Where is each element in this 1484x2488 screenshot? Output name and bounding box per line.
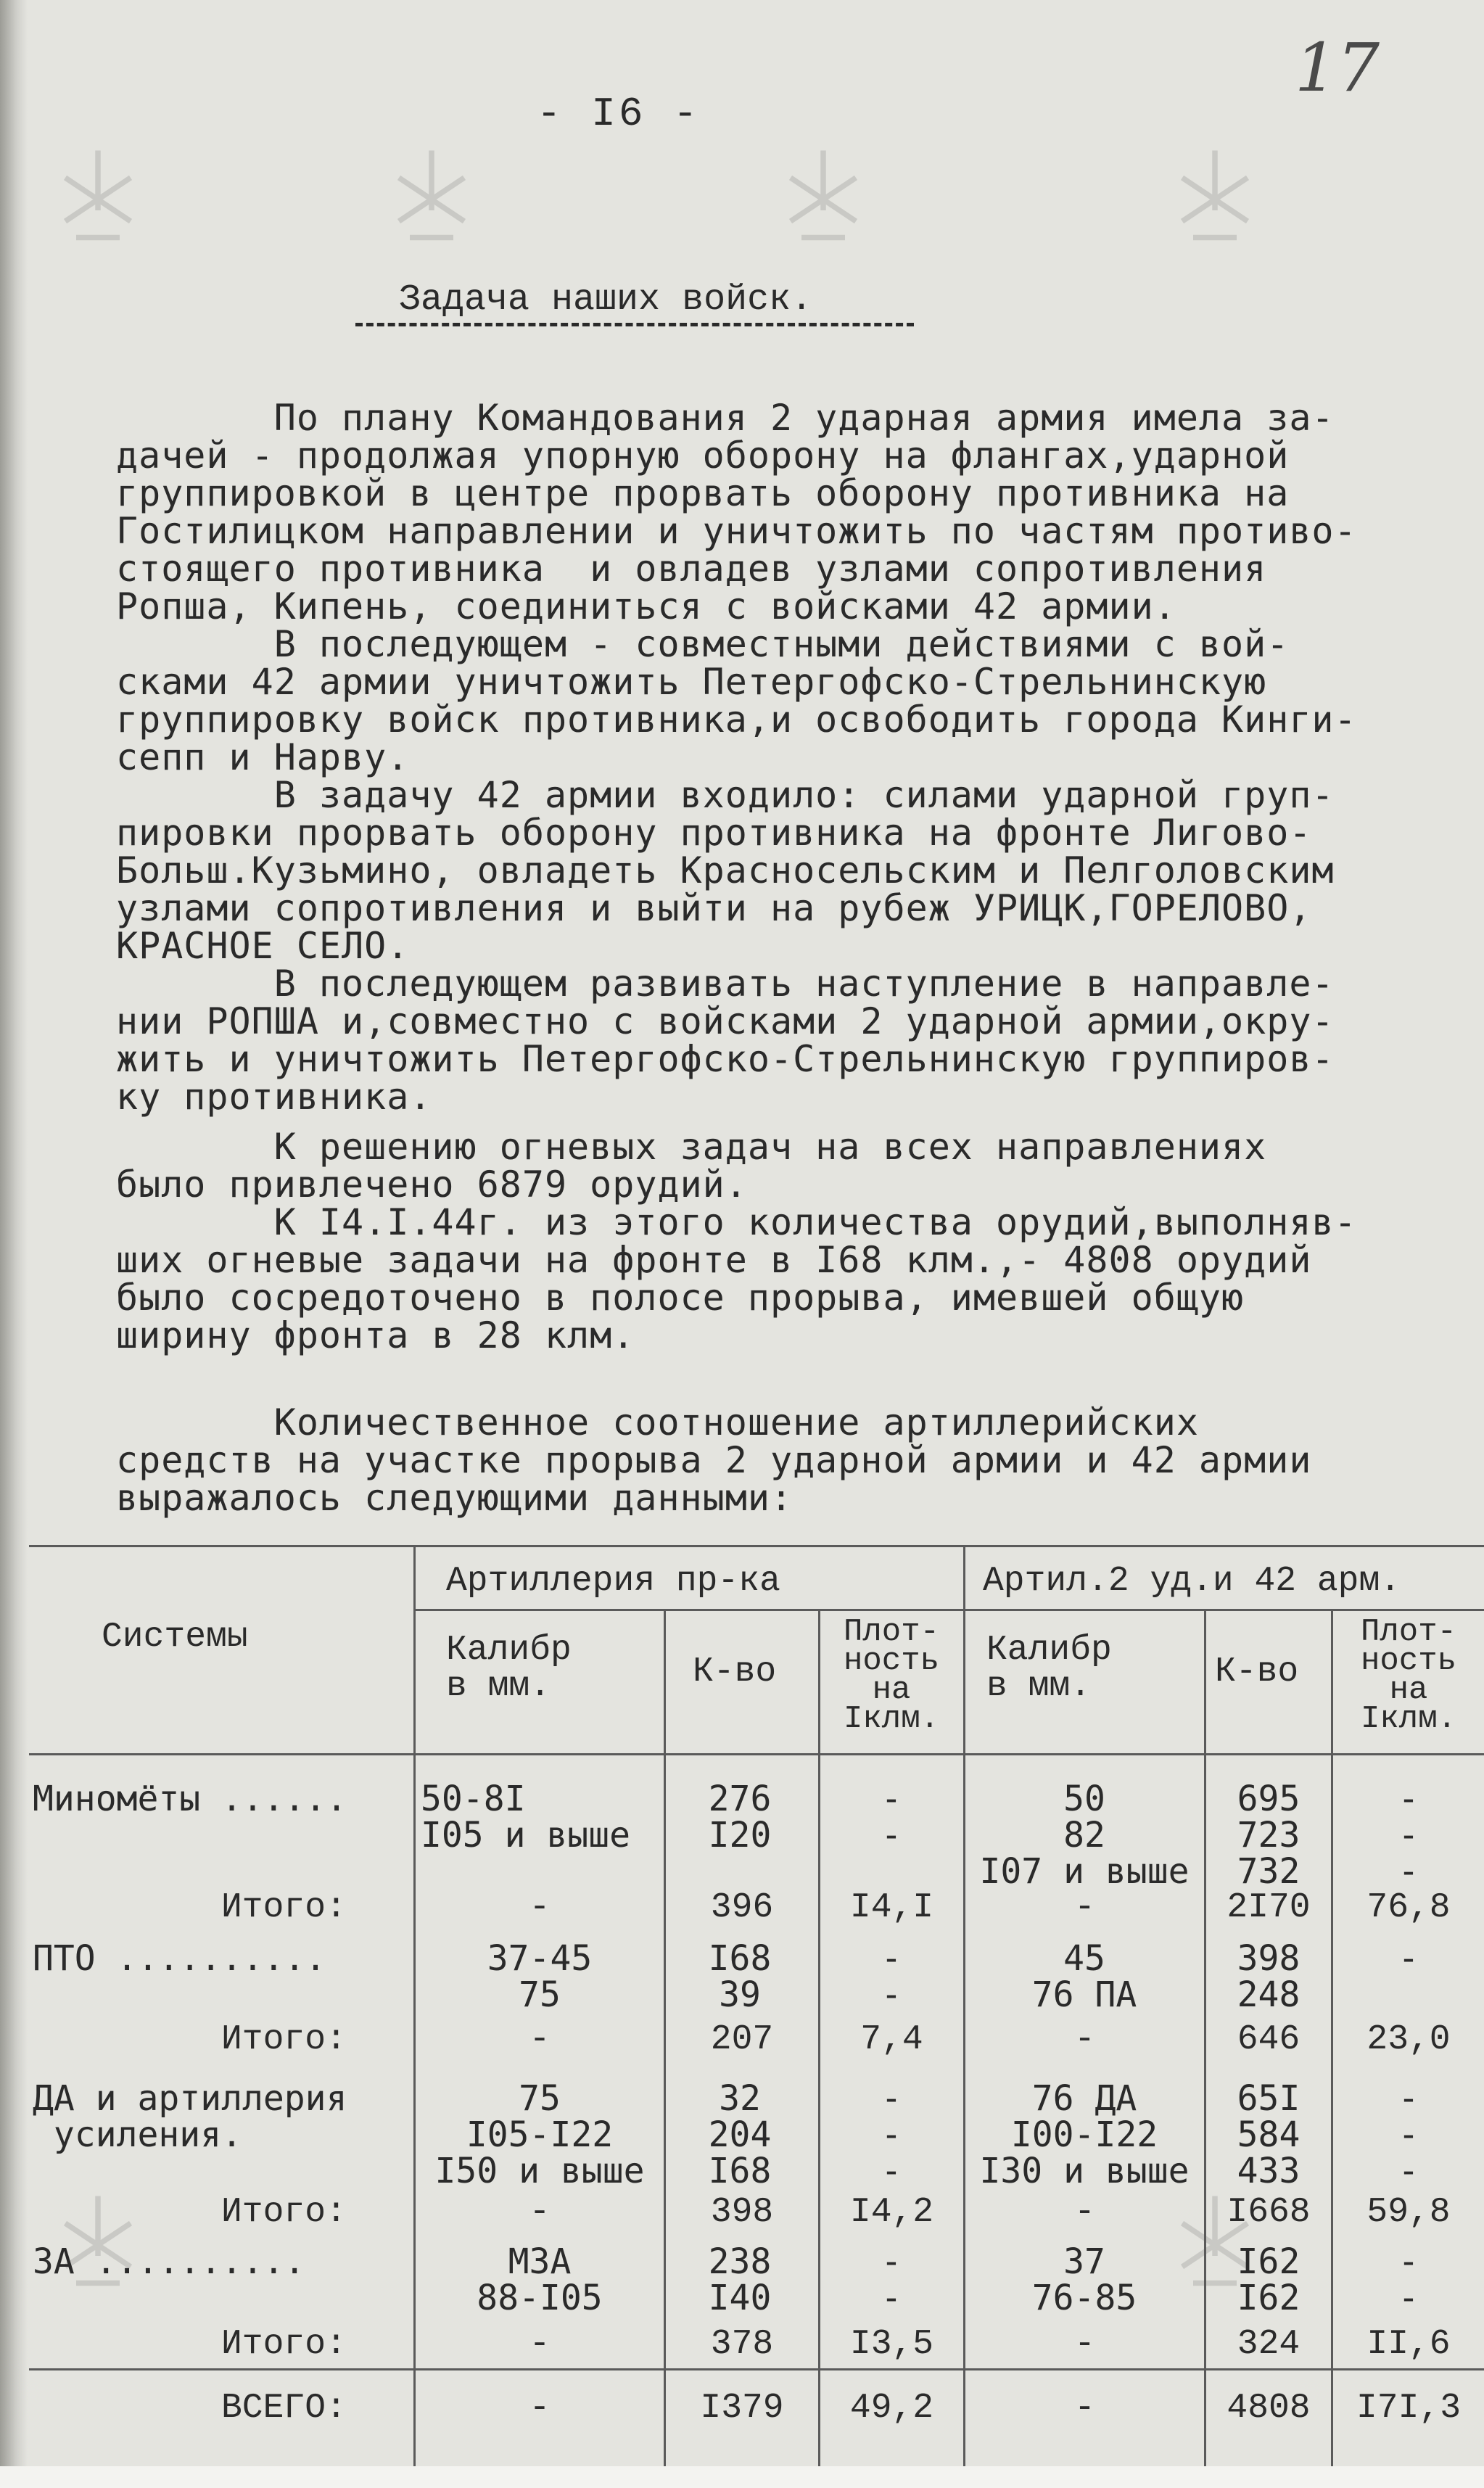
cell-total-enemy-count: 396 bbox=[710, 1888, 774, 1927]
cell-own-count: 65I 584 433 bbox=[1237, 2078, 1300, 2191]
cell-enemy-density: - - - bbox=[881, 2078, 902, 2191]
cell-grand-own-caliber: - bbox=[1074, 2389, 1095, 2428]
watermark-emblem-icon bbox=[44, 145, 152, 254]
watermark-emblem-icon bbox=[1161, 145, 1269, 254]
paragraph-ratio: Количественное соотношение артиллерийских средств на участке прорыва 2 ударной армии и 42 армии выражалось следующими данными: bbox=[116, 1401, 1312, 1519]
cell-grand-own-density: I7I,3 bbox=[1356, 2389, 1462, 2428]
header-enemy-caliber: Калибр в мм. bbox=[446, 1631, 572, 1706]
header-own-density: Плот- ность на Iклм. bbox=[1360, 1614, 1457, 1737]
cell-total-enemy-count: 398 bbox=[710, 2193, 774, 2232]
page-number: - I6 - bbox=[537, 91, 701, 137]
cell-enemy-caliber: 50-8I I05 и выше bbox=[421, 1779, 630, 1855]
cell-total-own-density: 76,8 bbox=[1366, 1888, 1451, 1927]
header-systems: Системы bbox=[102, 1618, 248, 1657]
cell-enemy-count: I68 39 bbox=[708, 1938, 772, 2015]
page-binding-edge bbox=[0, 0, 28, 2488]
row-system-mortars: Миномёты ...... bbox=[33, 1779, 347, 1819]
cell-own-count: 695 723 732 bbox=[1237, 1779, 1300, 1892]
cell-total-enemy-density: I4,I bbox=[849, 1888, 934, 1927]
cell-enemy-count: 238 I40 bbox=[708, 2241, 772, 2318]
cell-own-count: 398 248 bbox=[1237, 1938, 1300, 2015]
cell-total-enemy-caliber: - bbox=[529, 1888, 551, 1927]
cell-enemy-density: - - bbox=[881, 1779, 902, 1855]
cell-own-density: - bbox=[1398, 1938, 1419, 1979]
row-total-label: Итого: bbox=[221, 2193, 347, 2232]
cell-enemy-density: - - bbox=[881, 1938, 902, 2015]
cell-grand-enemy-count: I379 bbox=[700, 2389, 784, 2428]
handwritten-folio-number: 17 bbox=[1295, 29, 1380, 107]
title-underline bbox=[355, 323, 914, 326]
watermark-emblem-icon bbox=[377, 145, 486, 254]
section-title: Задача наших войск. bbox=[399, 279, 813, 321]
cell-own-density: - - - bbox=[1398, 1779, 1419, 1892]
row-total-label: Итого: bbox=[221, 2325, 347, 2364]
cell-total-enemy-density: I3,5 bbox=[849, 2325, 934, 2364]
header-enemy-count: К-во bbox=[693, 1652, 777, 1692]
cell-total-own-caliber: - bbox=[1074, 2020, 1095, 2059]
cell-total-enemy-count: 207 bbox=[710, 2020, 774, 2059]
cell-total-own-caliber: - bbox=[1074, 2325, 1095, 2364]
cell-own-count: I62 I62 bbox=[1237, 2241, 1300, 2318]
cell-enemy-caliber: МЗА 88-I05 bbox=[477, 2241, 603, 2318]
row-system-antitank: ПТО .......... bbox=[33, 1938, 326, 1979]
cell-enemy-caliber: 37-45 75 bbox=[487, 1938, 593, 2015]
cell-total-own-density: 23,0 bbox=[1366, 2020, 1451, 2059]
header-own-artillery: Артил.2 уд.и 42 арм. bbox=[983, 1562, 1401, 1601]
header-enemy-density: Плот- ность на Iклм. bbox=[843, 1614, 940, 1737]
header-own-caliber: Калибр в мм. bbox=[986, 1631, 1112, 1706]
cell-grand-own-count: 4808 bbox=[1227, 2389, 1311, 2428]
cell-total-own-density: 59,8 bbox=[1366, 2193, 1451, 2232]
cell-total-enemy-density: 7,4 bbox=[860, 2020, 923, 2059]
row-total-label: Итого: bbox=[221, 1888, 347, 1927]
row-system-divisional: ДА и артиллерия усиления. bbox=[33, 2078, 347, 2155]
cell-own-density: - - - bbox=[1398, 2078, 1419, 2191]
cell-own-density: - - bbox=[1398, 2241, 1419, 2318]
cell-total-own-count: I668 bbox=[1227, 2193, 1311, 2232]
row-total-label: Итого: bbox=[221, 2020, 347, 2059]
page-bottom-edge bbox=[0, 2466, 1484, 2488]
cell-total-enemy-density: I4,2 bbox=[849, 2193, 934, 2232]
cell-grand-enemy-caliber: - bbox=[529, 2389, 551, 2428]
header-enemy-artillery: Артиллерия пр-ка bbox=[446, 1562, 780, 1601]
cell-total-own-count: 646 bbox=[1237, 2020, 1300, 2059]
header-own-count: К-во bbox=[1215, 1652, 1299, 1692]
paragraph-guns: К решению огневых задач на всех направлениях было привлечено 6879 орудий. К I4.I.44г. из этого количества орудий,выполняв- ших огневые задачи на фронте в I68 клм.,- 4808 орудий было сосредоточено в полосе прорыва, имевшей общую ширину фронта в 28 клм. bbox=[116, 1126, 1357, 1356]
cell-total-own-caliber: - bbox=[1074, 1888, 1095, 1927]
row-system-antiaircraft: ЗА .......... bbox=[33, 2241, 305, 2282]
cell-own-caliber: 37 76-85 bbox=[1031, 2241, 1137, 2318]
cell-enemy-count: 276 I20 bbox=[708, 1779, 772, 1855]
cell-enemy-caliber: 75 I05-I22 I50 и выше bbox=[434, 2078, 645, 2191]
row-grand-total-label: ВСЕГО: bbox=[221, 2389, 347, 2428]
cell-enemy-density: - - bbox=[881, 2241, 902, 2318]
cell-own-caliber: 45 76 ПА bbox=[1031, 1938, 1137, 2015]
cell-total-own-count: 2I70 bbox=[1227, 1888, 1311, 1927]
cell-total-own-density: II,6 bbox=[1366, 2325, 1451, 2364]
cell-own-caliber: 50 82 I07 и выше bbox=[979, 1779, 1190, 1892]
cell-grand-enemy-density: 49,2 bbox=[849, 2389, 934, 2428]
cell-total-own-count: 324 bbox=[1237, 2325, 1300, 2364]
paragraph-task: По плану Командования 2 ударная армия имела за- дачей - продолжая упорную оборону на флангах,ударной группировкой в центре прорвать оборону противника на Гостилицком направлении и уничтожить по частям противо- стоящего противника и овладев узлами сопротивления Ропша, Кипень, соединиться с войсками 42 армии. В последующем - совместными действиями с вой- сками 42 армии уничтожить Петергофско-Стрельнинскую группировку войск противника,и освободить города Кинги- сепп и Нарву. В задачу 42 армии входило: силами ударной груп- пировки прорвать оборону противника на фронте Лигово- Больш.Кузьмино, овладеть Красносельским и Пелголовским узлами сопротивления и выйти на рубеж УРИЦК,ГОРЕЛОВО, КРАСНОЕ СЕЛО. В последующем развивать наступление в направле- нии РОПША и,совместно с войсками 2 ударной армии,окру- жить и уничтожить Петергофско-Стрельнинскую группиров- ку противника. bbox=[116, 397, 1357, 1118]
cell-total-enemy-caliber: - bbox=[529, 2020, 551, 2059]
cell-total-enemy-count: 378 bbox=[710, 2325, 774, 2364]
cell-total-enemy-caliber: - bbox=[529, 2193, 551, 2232]
cell-own-caliber: 76 ДА I00-I22 I30 и выше bbox=[979, 2078, 1190, 2191]
cell-total-enemy-caliber: - bbox=[529, 2325, 551, 2364]
cell-total-own-caliber: - bbox=[1074, 2193, 1095, 2232]
watermark-emblem-icon bbox=[769, 145, 878, 254]
cell-enemy-count: 32 204 I68 bbox=[708, 2078, 772, 2191]
